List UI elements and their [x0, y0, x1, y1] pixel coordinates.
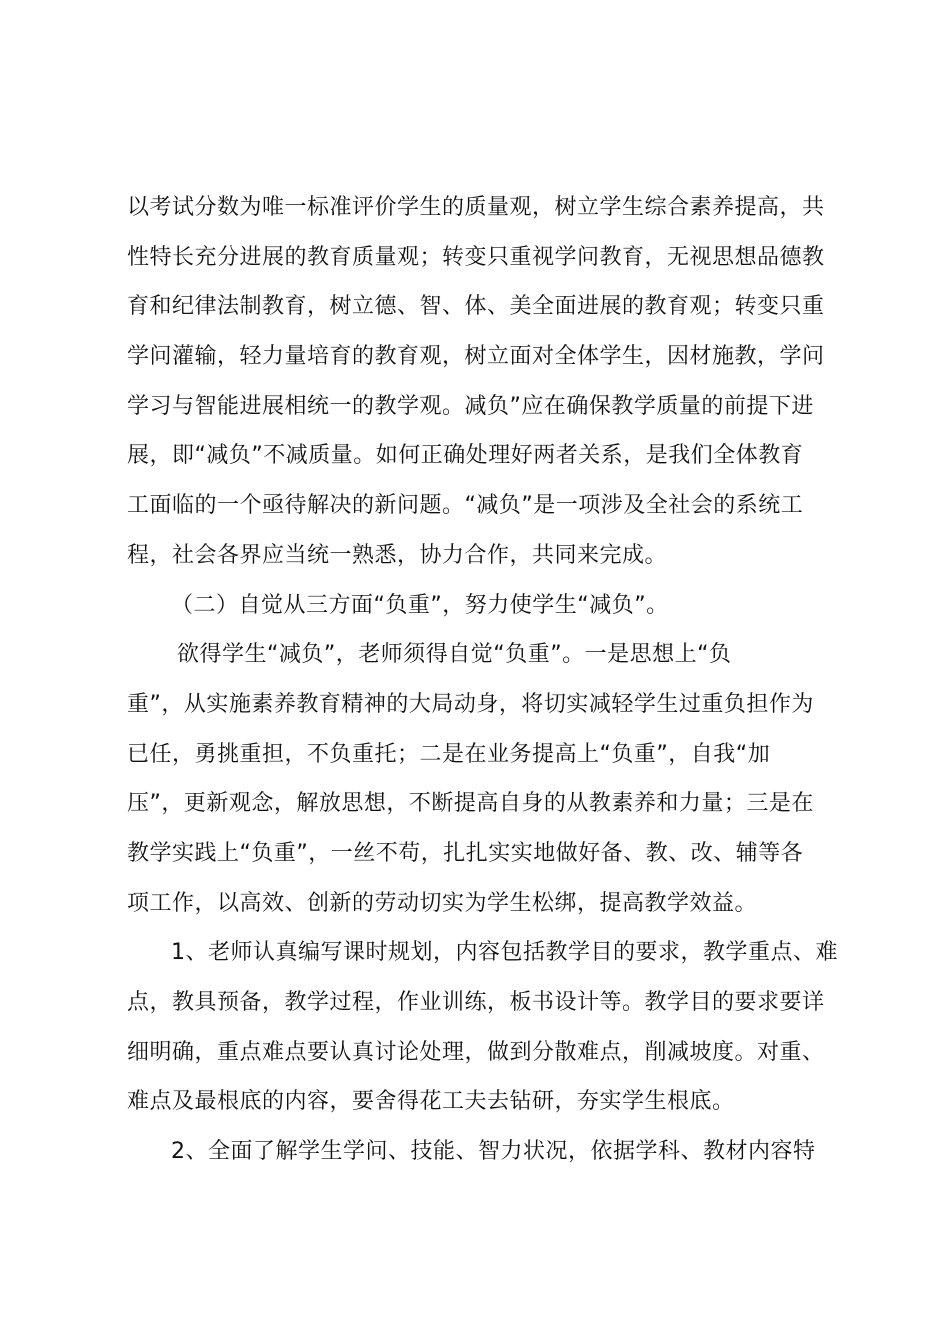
section-heading: （二）自觉从三方面“负重”，努力使学生“减负”。	[171, 592, 669, 618]
text-line: 已任，勇挑重担，不负重托；二是在业务提高上“负重”，自我“加	[127, 741, 771, 767]
paragraph-start: 欲得学生“减负”，老师须得自觉“负重”。一是思想上“负	[177, 642, 732, 668]
text-line: 教学实践上“负重”，一丝不苟，扎扎实实地做好备、教、改、辅等各	[127, 840, 804, 866]
text-line: 工面临的一个亟待解决的新问题。“减负”是一项涉及全社会的系统工	[127, 493, 804, 519]
text-line: 点，教具预备，教学过程，作业训练，板书设计等。教学目的要求要详	[127, 990, 825, 1015]
text-line: 展，即“减负”不减质量。如何正确处理好两者关系，是我们全体教育	[127, 443, 804, 469]
text-line: 程，社会各界应当统一熟悉，协力合作，共同来完成。	[127, 542, 668, 568]
text-line: 性特长充分进展的教育质量观；转变只重视学问教育，无视思想品德教	[127, 244, 825, 270]
text-line: 难点及最根底的内容，要舍得花工夫去钻研，夯实学生根底。	[127, 1089, 735, 1115]
text-line: 重”，从实施素养教育精神的大局动身，将切实减轻学生过重负担作为	[127, 691, 814, 717]
text-line: 压”，更新观念，解放思想，不断提高自身的从教素养和力量；三是在	[127, 791, 814, 817]
text-line: 以考试分数为唯一标准评价学生的质量观，树立学生综合素养提高，共	[127, 195, 825, 220]
text-line: 育和纪律法制教育，树立德、智、体、美全面进展的教育观；转变只重	[127, 294, 825, 320]
text-line: 学问灌输，轻力量培育的教育观，树立面对全体学生，因材施教，学问	[127, 344, 825, 370]
text-line: 项工作，以高效、创新的劳动切实为学生松绑，提高教学效益。	[127, 890, 758, 916]
body-text	[127, 186, 838, 1180]
text-line: 细明确，重点难点要认真讨论处理，做到分散难点，削减坡度。对重、	[127, 1039, 825, 1065]
list-item-1: 1、老师认真编写课时规划，内容包括教学目的要求，教学重点、难	[171, 940, 838, 966]
list-item-2: 2、全面了解学生学问、技能、智力状况，依据学科、教材内容特	[171, 1139, 816, 1165]
text-line: 学习与智能进展相统一的教学观。减负”应在确保教学质量的前提下进	[127, 393, 814, 419]
